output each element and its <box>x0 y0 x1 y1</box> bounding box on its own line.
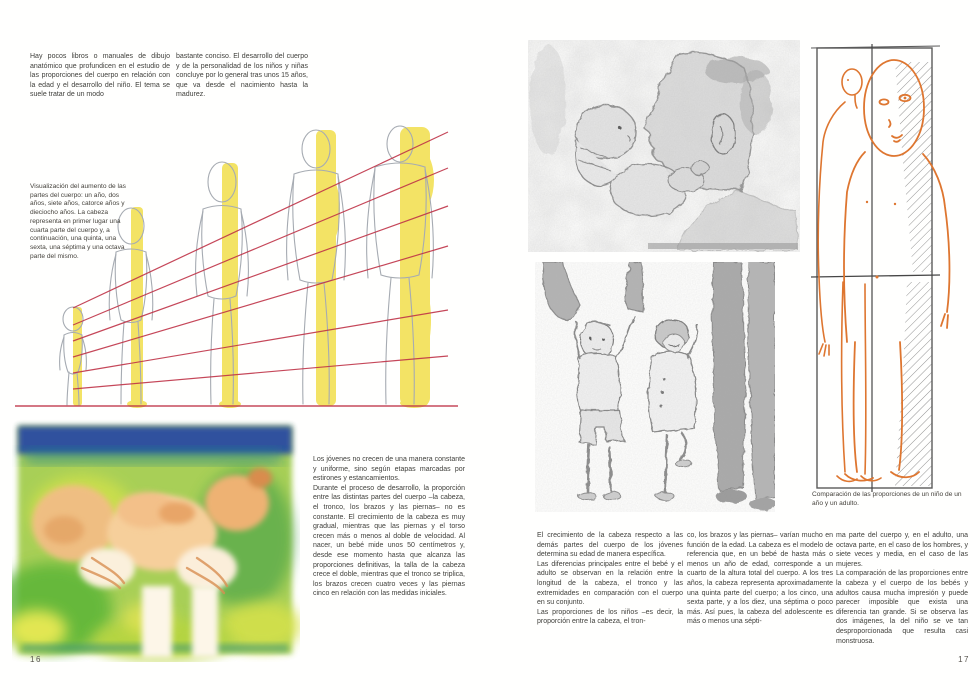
intro-paragraph-col2: bastante conciso. El desarrollo del cuerpo y de la personalidad de los niños y niñas concluye por lo general tras unos 15 años, que va desde el nacimiento hasta la madurez. <box>176 53 308 99</box>
growth-diagram-caption: Visualización del aumento de las partes del cuerpo: un año, dos años, siete años, catorce años y dieciocho años. La cabeza representa en primer lugar una cuarta parte del cuerpo y, a continuación, una quinta, una sexta, una séptima y una octava parte del mismo. <box>30 183 126 260</box>
pencil-figures <box>60 126 434 405</box>
head-growth-column-2 <box>687 531 833 627</box>
development-text-column <box>313 455 465 599</box>
proportion-sketch-caption: Comparación de las proporciones de un niño de un año y un adulto. <box>812 491 962 507</box>
charcoal-smudge <box>648 243 798 249</box>
watercolor-newborn-illustration <box>12 418 300 662</box>
page-number-right: 17 <box>958 655 970 664</box>
orange-proportion-sketch <box>795 42 970 494</box>
col2-paragraph-1: co, los brazos y las piernas– varían mucho en función de la edad. La cabeza es el modelo de referencia que, en un bebé de hasta más o menos un año de edad, corresponde a un cuarto de la altura total del cuerpo. A los tres años, la cabeza representa aproximadamente una quinta parte del cuerpo; a los cinco, una sexta parte, y a los diez, una séptima o poco más. Así pues, la cabeza del adolescente es más o menos una sépti- <box>687 532 833 626</box>
charcoal-kiss-drawing <box>528 40 800 252</box>
col1-paragraph-1: El crecimiento de la cabeza respecto a las demás partes del cuerpo de los jóvenes determina su edad de manera específica. <box>537 532 683 559</box>
col3-paragraph-1: ma parte del cuerpo y, en el adulto, una octava parte, en el caso de los hombres, y siete veces y media, en el caso de las mujeres. <box>836 532 968 568</box>
charcoal-walking-drawing <box>535 262 775 512</box>
development-paragraph-1: Los jóvenes no crecen de una manera constante y uniforme, sino según etapas marcadas por estirones y estancamientos. <box>313 456 465 483</box>
hatched-shading <box>895 62 932 486</box>
page-number-left: 16 <box>30 655 42 664</box>
development-paragraph-2: Durante el proceso de desarrollo, la proporción entre las distintas partes del cuerpo –la cabeza, el tronco, los brazos y las piernas– no es constante. El crecimiento de la cabeza es muy gradual, mientras que las piernas y el torso crecen más o menos al doble de velocidad. Al nacer, un bebé mide unos 50 centímetros y, desde ese momento hasta que alcanza las proporciones definitivas, la talla de la cabeza crece el doble, mientras que el tronco se triplica, los brazos crecen cuatro veces y las piernas cinco en relación con las medidas iniciales. <box>313 484 465 598</box>
col1-paragraph-3: Las proporciones de los niños –es decir, la proporción entre la cabeza, el tron- <box>537 608 683 626</box>
head-growth-column-3 <box>836 531 968 646</box>
growth-proportions-diagram <box>10 120 475 415</box>
intro-paragraph-col1: Hay pocos libros o manuales de dibujo anatómico que profundicen en el estudio de las proporciones del cuerpo en relación con la edad y el desarrollo del niño. El tema se suele tratar de un modo <box>30 53 170 99</box>
charcoal-grain-overlay <box>528 40 800 252</box>
col3-paragraph-2: La comparación de las proporciones entre la cabeza y el cuerpo de los bebés y adultos causa mucha impresión y puede parecer imposible que exista una diferencia tan grande. Si se observa las dos imágenes, la del niño se ve tan desproporcionada que resulta casi monstruosa. <box>836 570 968 645</box>
charcoal-grain-overlay-2 <box>535 262 775 512</box>
head-growth-column-1 <box>537 531 683 627</box>
col1-paragraph-2: Las diferencias principales entre el bebé y el adulto se observan en la relación entre la longitud de la cabeza, el tronco y las extremidades en comparación con el cuerpo en su conjunto. <box>537 560 683 607</box>
